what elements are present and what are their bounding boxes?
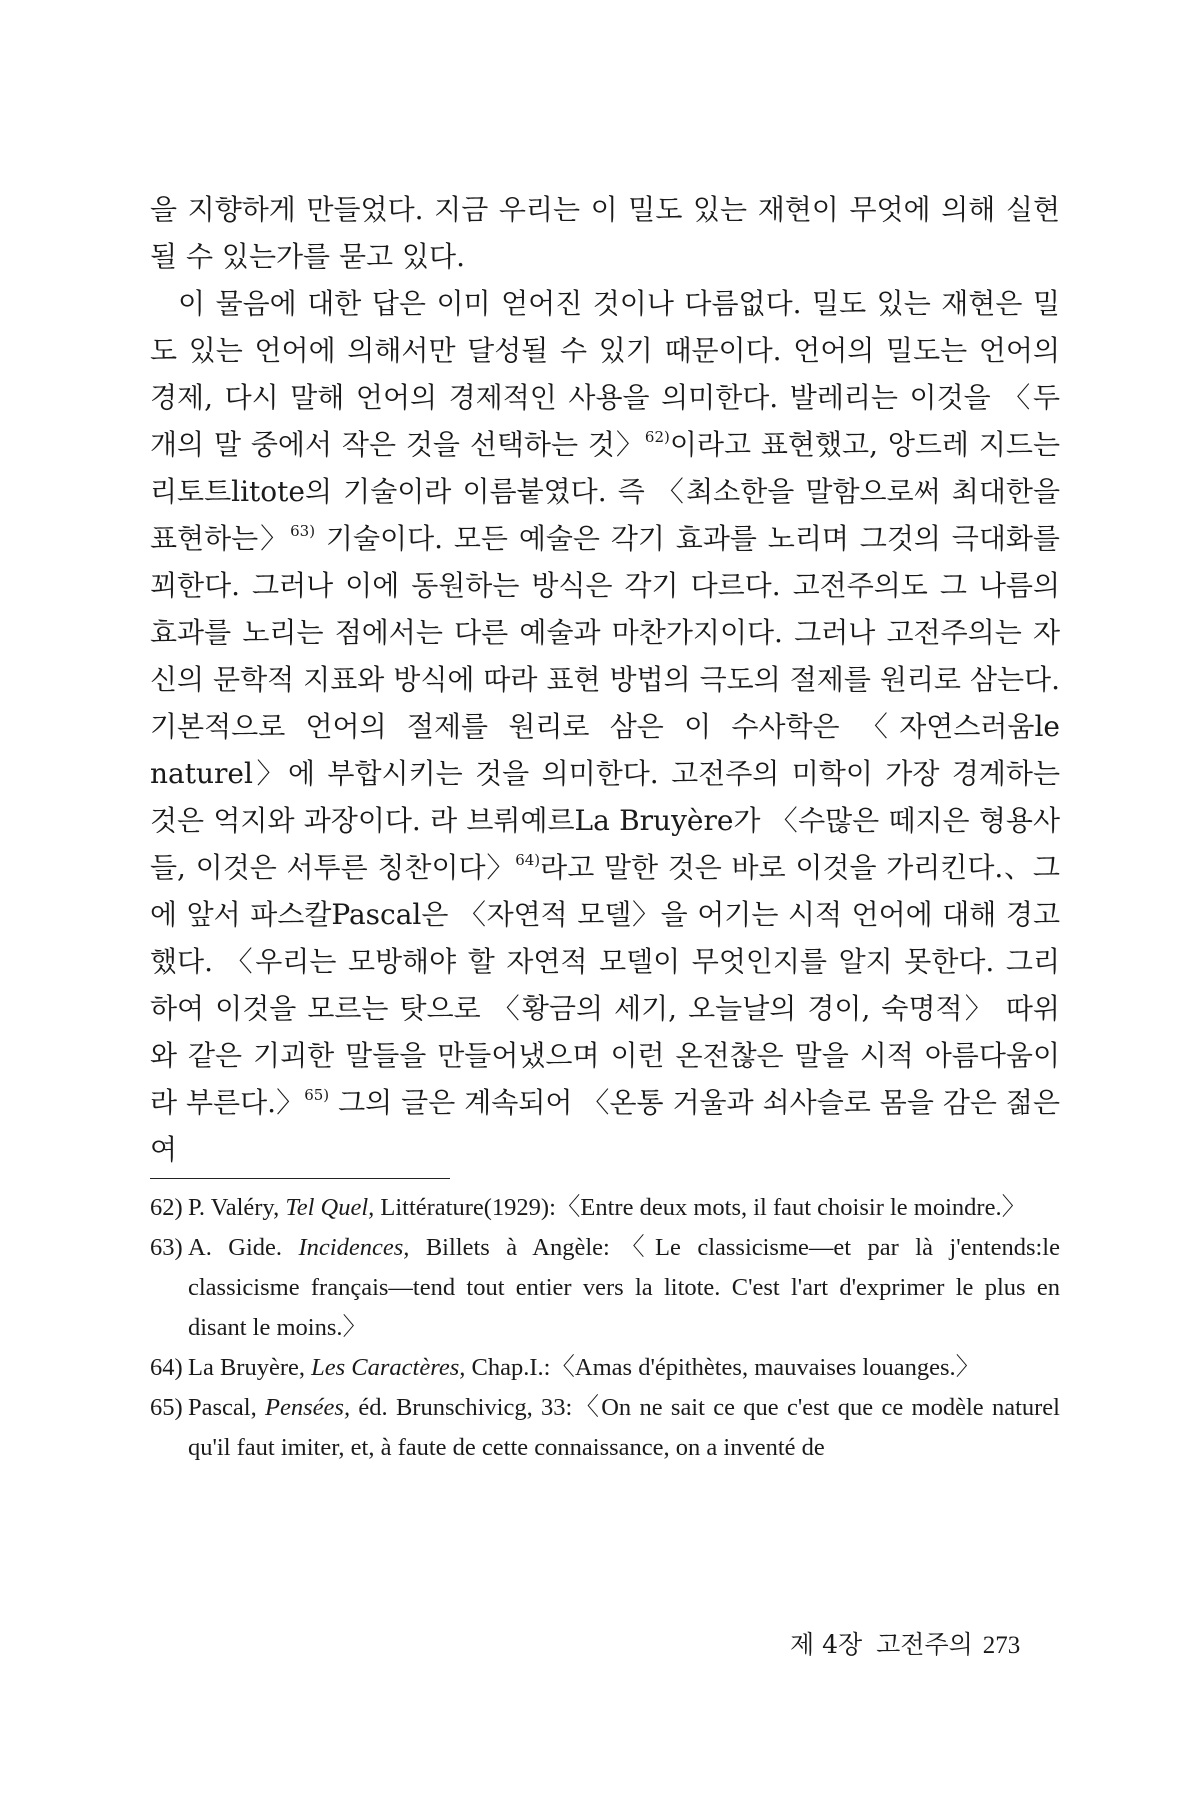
chapter-title: 고전주의 [876,1630,973,1659]
footnote-text: Chap.I.:〈Amas d'épithètes, mauvaises louanges.〉 [465,1354,981,1381]
footnote-65 [150,1388,1060,1468]
footnote-text: éd. Brunschivicg, 33:〈On ne sait ce que c'est que ce modèle naturel qu'il faut imiter, et, à faute de cette connaissance, on a inventé de [188,1394,1060,1461]
footnotes [150,1188,1060,1468]
footnote-divider [150,1178,450,1179]
footnote-number: 62) [150,1194,183,1221]
footnote-64 [150,1348,1060,1388]
footnote-number: 65) [150,1394,183,1421]
footnote-ref-62: 62) [644,428,670,446]
footnote-ref-65: 65) [304,1086,330,1104]
paragraph-2-part-4: 라고 말한 것은 바로 이것을 가리킨다.、그에 앞서 파스칼Pascal은 〈자연적 모델〉을 어기는 시적 언어에 대해 경고했다. 〈우리는 모방해야 할 자연적 모델이 무엇인지를 알지 못한다. 그리하여 이것을 모르는 탓으로 〈황금의 세기, 오늘날의 경이, 숙명적〉 따위와 같은 기괴한 말들을 만들어냈으며 이런 온전찮은 말을 시적 아름다움이라 부른다.〉 [150,851,1061,1119]
paragraph-2 [150,280,1060,1173]
footnote-number: 63) [150,1234,183,1261]
footnote-text: Billets à Angèle:〈Le classicisme—et par là j'entends:le classicisme français—tend tout entier vers la litote. C'est l'art d'exprimer le plus en disant le moins.〉 [188,1234,1060,1341]
footnote-number: 64) [150,1354,183,1381]
footnote-work-title: Pensées, [265,1394,351,1421]
chapter-number: 제 4장 [790,1630,863,1659]
footnote-63 [150,1228,1060,1348]
footnote-ref-63: 63) [290,522,316,540]
paragraph-2-part-1: 이 물음에 대한 답은 이미 얻어진 것이나 다름없다. 밀도 있는 재현은 밀도 있는 언어에 의해서만 달성될 수 있기 때문이다. 언어의 밀도는 언어의 경제, 다시 말해 언어의 경제적인 사용을 의미한다. 발레리는 이것을 〈두 개의 말 중에서 작은 것을 선택하는 것〉 [150,287,1060,461]
paragraph-1: 을 지향하게 만들었다. 지금 우리는 이 밀도 있는 재현이 무엇에 의해 실현될 수 있는가를 묻고 있다. [150,193,1060,273]
footnote-ref-64: 64) [515,851,541,869]
paragraph-2-part-2: 이라고 표현했고, 앙드레 지드는 리토트litote의 기술이라 이름붙였다. 즉 〈최소한을 말함으로써 최대한을 표현하는〉 [150,428,1061,555]
footnote-text: La Bruyère, [188,1354,312,1381]
page-footer [790,1625,1030,1661]
footnote-text: P. Valéry, [188,1194,286,1221]
paragraph-2-part-5: 그의 글은 계속되어 〈온통 거울과 쇠사슬로 몸을 감은 젊은 여 [150,1086,1060,1166]
footnote-work-title: Les Caractères, [311,1354,466,1381]
footnote-62 [150,1188,1060,1228]
page-number: 273 [982,1632,1021,1659]
paragraph-2-part-3: 기술이다. 모든 예술은 각기 효과를 노리며 그것의 극대화를 꾀한다. 그러나 이에 동원하는 방식은 각기 다르다. 고전주의도 그 나름의 효과를 노리는 점에서는 다른 예술과 마찬가지이다. 그러나 고전주의는 자신의 문학적 지표와 방식에 따라 표현 방법의 극도의 절제를 원리로 삼는다. 기본적으로 언어의 절제를 원리로 삼은 이 수사학은 〈자연스러움le naturel〉에 부합시키는 것을 의미한다. 고전주의 미학이 가장 경계하는 것은 억지와 과장이다. 라 브뤼예르La Bruyère가 〈수많은 떼지은 형용사들, 이것은 서투른 칭찬이다〉 [150,522,1060,884]
body-text [150,186,1060,1173]
footnote-work-title: Tel Quel, [285,1194,375,1221]
footnote-text: Pascal, [188,1394,266,1421]
footnote-text: A. Gide. [188,1234,299,1261]
footnote-text: Littérature(1929):〈Entre deux mots, il faut choisir le moindre.〉 [374,1194,1027,1221]
footnote-work-title: Incidences, [298,1234,410,1261]
